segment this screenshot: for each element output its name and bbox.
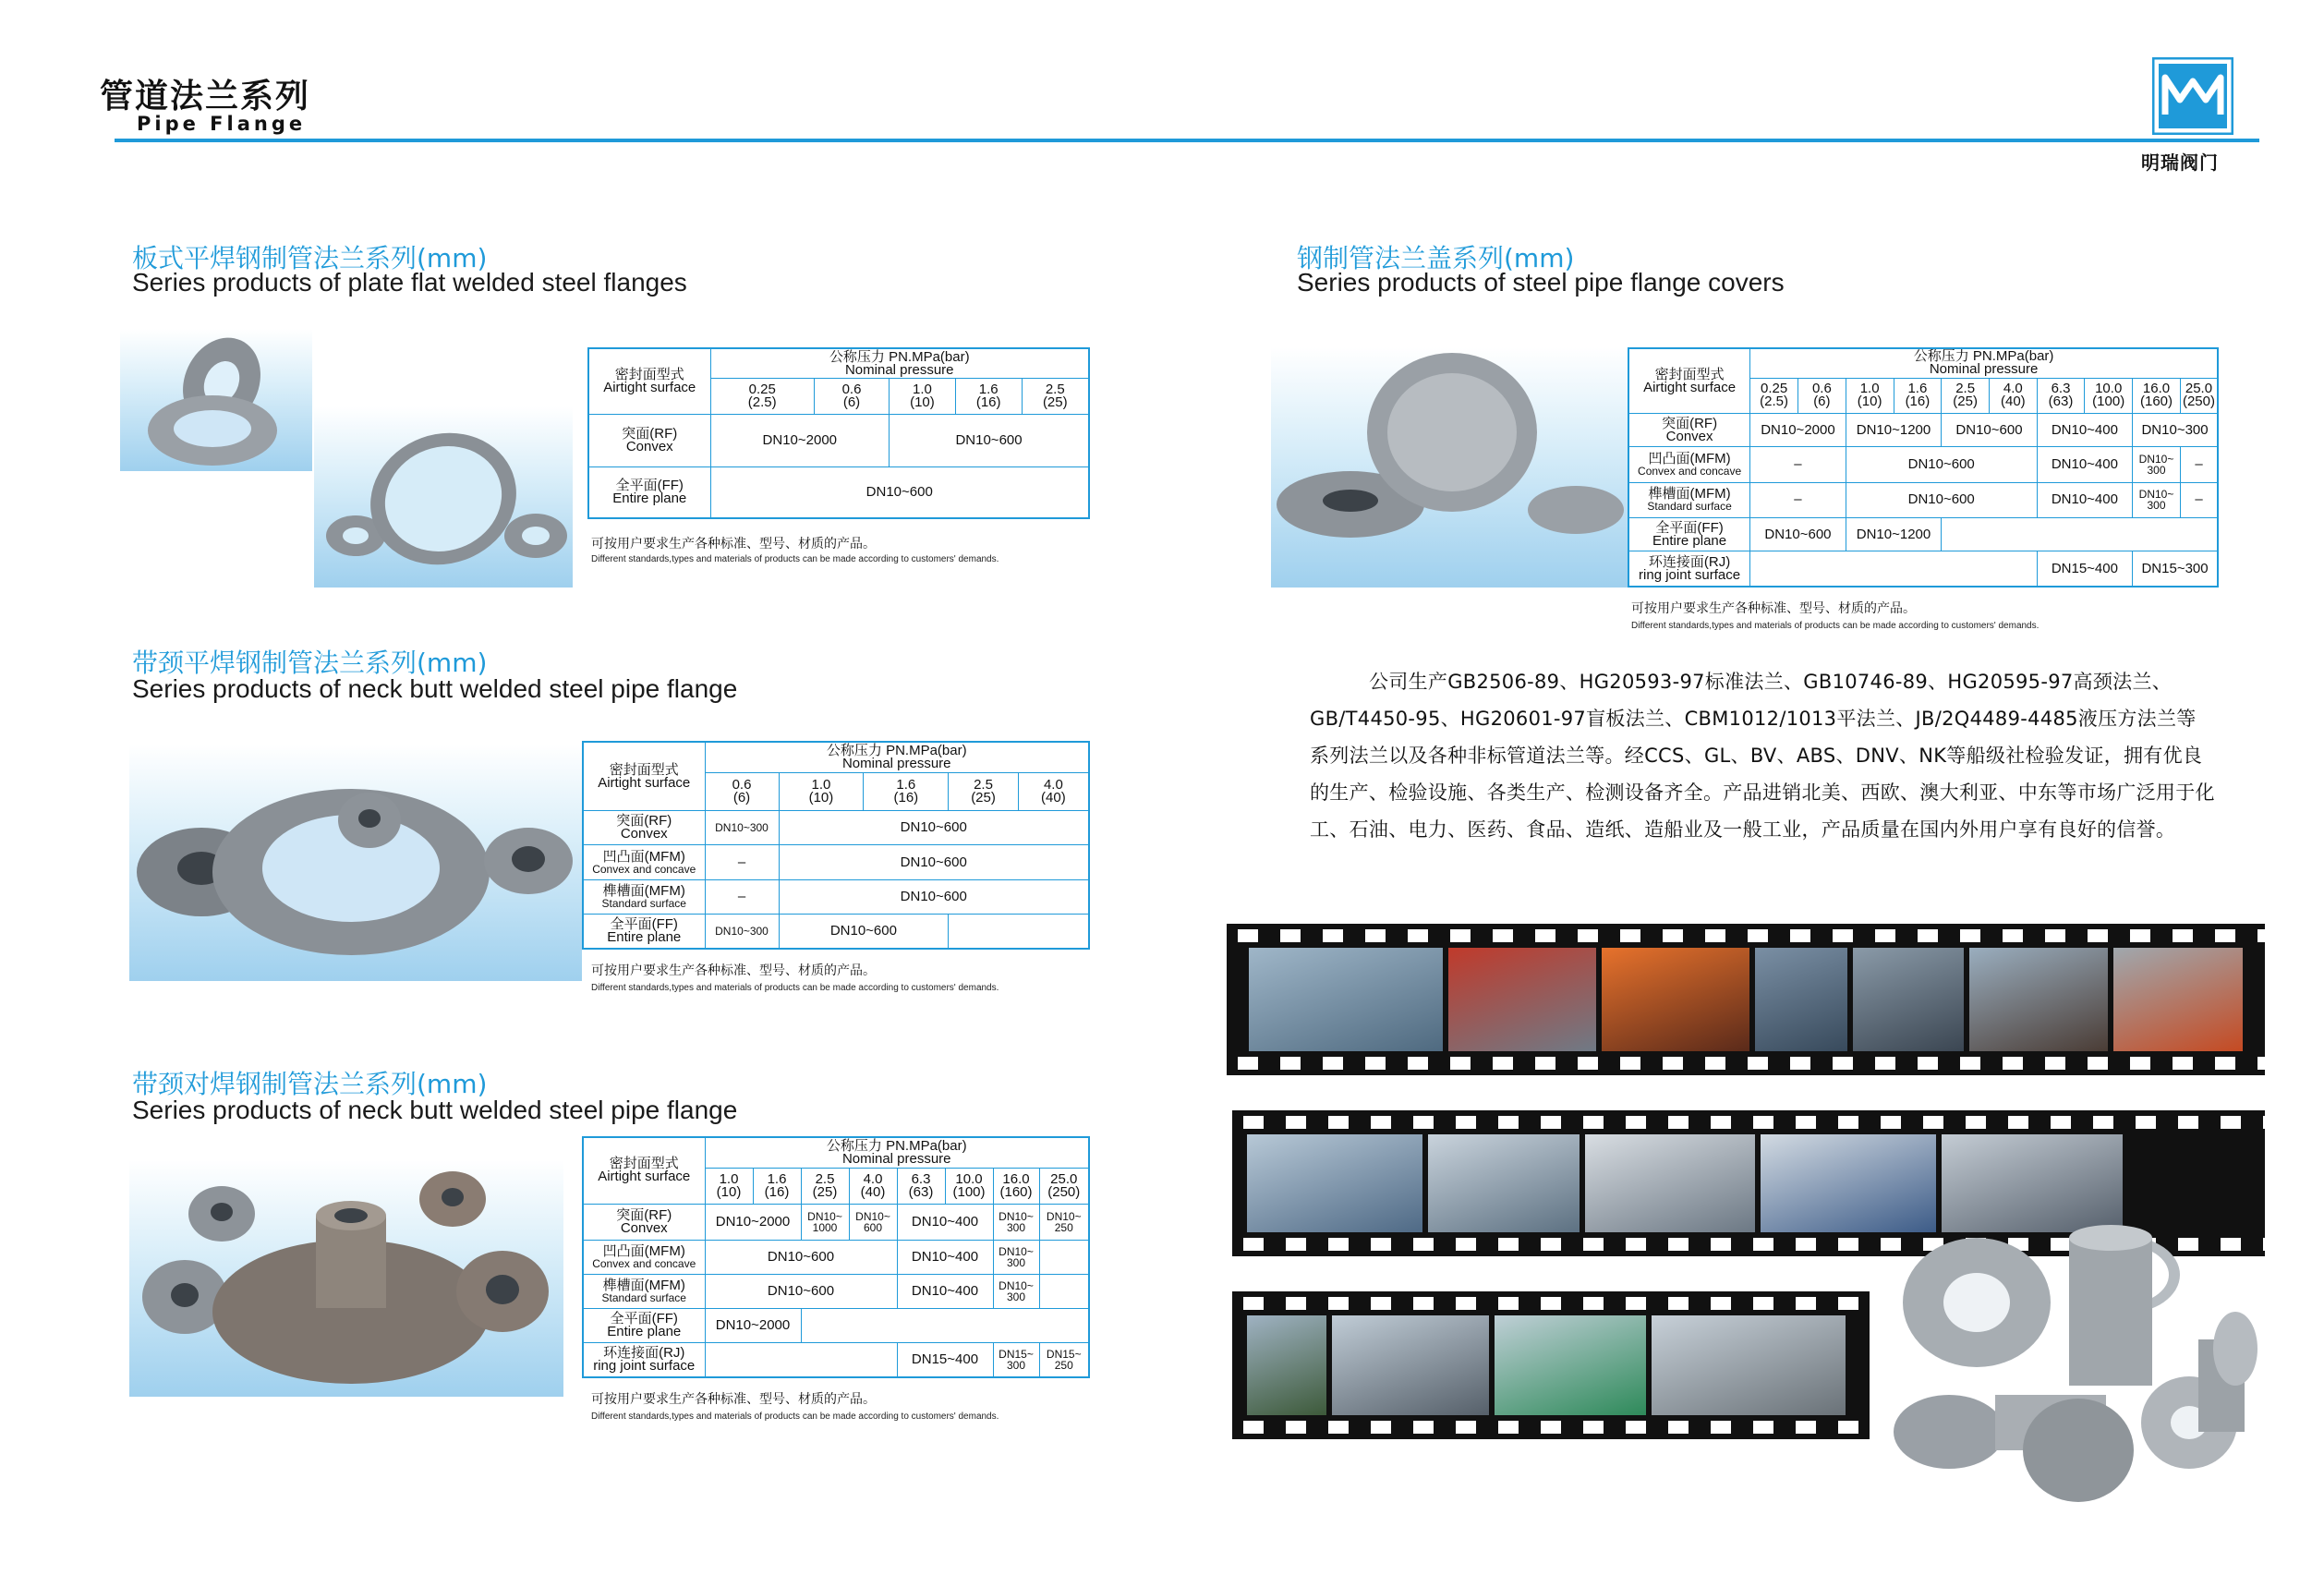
pressure-cell: 10.0 (100) bbox=[2085, 378, 2133, 413]
pressure-cell: 16.0 (160) bbox=[993, 1168, 1039, 1204]
film-holes bbox=[1232, 1297, 1870, 1310]
brand-name: 明瑞阀门 bbox=[2141, 151, 2219, 174]
fittings-collage-icon bbox=[1884, 1210, 2272, 1515]
pressure-cell: 0.6 (6) bbox=[1798, 378, 1846, 413]
pressure-cell: 0.25 (2.5) bbox=[1750, 378, 1798, 413]
table-cell: DN15~ 300 bbox=[993, 1343, 1039, 1377]
plate-flange-photo bbox=[120, 329, 312, 471]
pressure-cell: 1.0 (10) bbox=[779, 772, 864, 810]
table-cell: DN10~2000 bbox=[705, 1309, 801, 1343]
section4-title-en: Series products of steel pipe flange covers bbox=[1297, 268, 1785, 297]
table-cell: DN10~2000 bbox=[1750, 414, 1846, 447]
table-cell: DN10~300 bbox=[2133, 414, 2218, 447]
worker-photo bbox=[1969, 948, 2108, 1051]
header-divider bbox=[115, 139, 2259, 142]
table-cell: DN10~ 1000 bbox=[801, 1204, 849, 1240]
film-holes bbox=[1227, 1057, 2265, 1070]
empty-cell bbox=[801, 1309, 1089, 1343]
table-cell: DN10~ 250 bbox=[1039, 1204, 1089, 1240]
seal-header: 密封面型式 Airtight surface bbox=[588, 348, 710, 415]
row-label-tg: 榫槽面(MFM) Standard surface bbox=[583, 1275, 705, 1309]
furnace-photo bbox=[1602, 948, 1749, 1051]
section4-title-cn: 钢制管法兰盖系列(mm) bbox=[1297, 243, 1575, 273]
pressure-cell: 0.6 (6) bbox=[814, 379, 889, 415]
section2-title-en: Series products of neck butt welded steel pipe flange bbox=[132, 674, 738, 703]
table-cell: DN10~2000 bbox=[710, 415, 890, 467]
row-label-ff: 全平面(FF) Entire plane bbox=[1628, 517, 1750, 551]
page-subtitle: Pipe Flange bbox=[137, 113, 307, 135]
row-label-rf: 突面(RF) Convex bbox=[583, 811, 705, 845]
pressure-cell: 1.6 (16) bbox=[955, 379, 1022, 415]
pressure-cell: 4.0 (40) bbox=[849, 1168, 897, 1204]
note-en: Different standards,types and materials of products can be made according to customers' demands. bbox=[1631, 621, 2040, 631]
table-cell: DN10~600 bbox=[890, 415, 1089, 467]
pressure-header: 公称压力 PN.MPa(bar) Nominal pressure bbox=[705, 1137, 1089, 1168]
row-label-rf: 突面(RF) Convex bbox=[1628, 414, 1750, 447]
table-cell: – bbox=[1750, 447, 1846, 482]
row-label-mfm: 凹凸面(MFM) Convex and concave bbox=[583, 1240, 705, 1274]
note-cn: 可按用户要求生产各种标准、型号、材质的产品。 bbox=[591, 963, 876, 978]
row-label-ff: 全平面(FF) Entire plane bbox=[583, 915, 705, 949]
table-cell: DN10~ 300 bbox=[993, 1240, 1039, 1274]
pressure-cell: 1.0 (10) bbox=[890, 379, 956, 415]
table-cell: DN10~400 bbox=[2037, 447, 2132, 482]
pressure-cell: 6.3 (63) bbox=[897, 1168, 945, 1204]
table-cell: DN10~600 bbox=[705, 1240, 897, 1274]
section1-title-en: Series products of plate flat welded steel flanges bbox=[132, 268, 687, 297]
empty-cell bbox=[1942, 517, 2218, 551]
furnace-photo bbox=[2113, 948, 2243, 1051]
pressure-header: 公称压力 PN.MPa(bar) Nominal pressure bbox=[705, 742, 1089, 772]
row-label-tg: 榫槽面(MFM) Standard surface bbox=[583, 879, 705, 914]
film-holes bbox=[1232, 1421, 1870, 1434]
empty-cell bbox=[1039, 1275, 1089, 1309]
pressure-cell: 1.6 (16) bbox=[1894, 378, 1942, 413]
table-cell: DN10~600 bbox=[1846, 447, 2037, 482]
row-label-mfm: 凹凸面(MFM) Convex and concave bbox=[583, 845, 705, 879]
table-cell: DN10~400 bbox=[2037, 414, 2132, 447]
seal-header: 密封面型式 Airtight surface bbox=[583, 1137, 705, 1204]
workshop-photo bbox=[1428, 1134, 1580, 1232]
pressure-cell: 6.3 (63) bbox=[2037, 378, 2085, 413]
pressure-cell: 0.6 (6) bbox=[705, 772, 779, 810]
table-cell: DN10~600 bbox=[1750, 517, 1846, 551]
table-cell: DN10~ 300 bbox=[2133, 447, 2181, 482]
empty-cell bbox=[1750, 551, 2038, 587]
table-cell: DN15~300 bbox=[2133, 551, 2218, 587]
pressure-cell: 0.25 (2.5) bbox=[710, 379, 814, 415]
pressure-cell: 4.0 (40) bbox=[1018, 772, 1089, 810]
section3-title-cn: 带颈对焊钢制管法兰系列(mm) bbox=[132, 1069, 488, 1099]
table-cell: DN10~400 bbox=[897, 1204, 993, 1240]
table-cell: – bbox=[2180, 482, 2218, 517]
table-cell: DN10~ 300 bbox=[2133, 482, 2181, 517]
table-cell: DN10~600 bbox=[1846, 482, 2037, 517]
note-en: Different standards,types and materials of products can be made according to customers' demands. bbox=[591, 554, 999, 564]
brand-logo-icon bbox=[2152, 57, 2233, 135]
pressure-cell: 25.0 (250) bbox=[1039, 1168, 1089, 1204]
pressure-cell: 16.0 (160) bbox=[2133, 378, 2181, 413]
row-label-tg: 榫槽面(MFM) Standard surface bbox=[1628, 482, 1750, 517]
table-cell: DN10~300 bbox=[705, 811, 779, 845]
table-flange-covers bbox=[1628, 347, 2219, 588]
section1-title-cn: 板式平焊钢制管法兰系列(mm) bbox=[132, 243, 488, 273]
note-en: Different standards,types and materials of products can be made according to customers' demands. bbox=[591, 1411, 999, 1422]
factory-photo bbox=[1755, 948, 1847, 1051]
film-strip-3 bbox=[1232, 1291, 1870, 1439]
note-cn: 可按用户要求生产各种标准、型号、材质的产品。 bbox=[1631, 601, 1916, 616]
table-cell: DN10~1200 bbox=[1846, 517, 1942, 551]
plate-flange-photo-2 bbox=[314, 406, 573, 588]
section3-title-en: Series products of neck butt welded steel pipe flange bbox=[132, 1096, 738, 1124]
table-neck-butt-welded bbox=[582, 1136, 1090, 1378]
flange-cover-photo bbox=[1271, 347, 1628, 588]
empty-cell bbox=[705, 1343, 897, 1377]
pressure-cell: 1.6 (16) bbox=[753, 1168, 801, 1204]
table-cell: – bbox=[705, 879, 779, 914]
table-cell: DN10~400 bbox=[897, 1275, 993, 1309]
pressure-cell: 2.5 (25) bbox=[1942, 378, 1990, 413]
warehouse-photo bbox=[1652, 1315, 1846, 1415]
section2-title-cn: 带颈平焊钢制管法兰系列(mm) bbox=[132, 648, 488, 678]
table-cell: DN10~600 bbox=[779, 845, 1089, 879]
table-cell: DN10~600 bbox=[1942, 414, 2037, 447]
seal-header: 密封面型式 Airtight surface bbox=[1628, 348, 1750, 414]
table-cell: DN15~ 250 bbox=[1039, 1343, 1089, 1377]
page-title: 管道法兰系列 bbox=[100, 78, 311, 115]
table-cell: DN10~400 bbox=[897, 1240, 993, 1274]
pressure-cell: 1.0 (10) bbox=[705, 1168, 753, 1204]
table-cell: DN10~ 600 bbox=[849, 1204, 897, 1240]
pressure-cell: 2.5 (25) bbox=[949, 772, 1019, 810]
film-holes bbox=[1227, 929, 2265, 942]
table-cell: DN15~400 bbox=[897, 1343, 993, 1377]
pressure-cell: 1.0 (10) bbox=[1846, 378, 1894, 413]
table-cell: DN10~300 bbox=[705, 915, 779, 949]
table-cell: DN10~600 bbox=[779, 915, 949, 949]
table-cell: DN10~600 bbox=[705, 1275, 897, 1309]
neck-butt-flange-photo bbox=[129, 1160, 563, 1397]
row-label-rf: 突面(RF) Convex bbox=[588, 415, 710, 467]
workshop-photo bbox=[1247, 1134, 1422, 1232]
machining-photo bbox=[1585, 1134, 1755, 1232]
flange-stack-photo bbox=[1332, 1315, 1489, 1415]
table-cell: – bbox=[2180, 447, 2218, 482]
row-label-rj: 环连接面(RJ) ring joint surface bbox=[1628, 551, 1750, 587]
table-plate-flat-welded bbox=[587, 347, 1090, 519]
table-cell: DN10~600 bbox=[779, 879, 1089, 914]
factory-photo bbox=[1249, 948, 1443, 1051]
table-cell: – bbox=[705, 845, 779, 879]
seal-header: 密封面型式 Airtight surface bbox=[583, 742, 705, 811]
pressure-cell: 2.5 (25) bbox=[801, 1168, 849, 1204]
pressure-cell: 2.5 (25) bbox=[1022, 379, 1089, 415]
table-cell: DN10~600 bbox=[779, 811, 1089, 845]
factory-photo bbox=[1448, 948, 1596, 1051]
pressure-cell: 25.0 (250) bbox=[2180, 378, 2218, 413]
row-label-mfm: 凹凸面(MFM) Convex and concave bbox=[1628, 447, 1750, 482]
pressure-cell: 10.0 (100) bbox=[945, 1168, 993, 1204]
table-cell: DN10~400 bbox=[2037, 482, 2132, 517]
table-cell: DN15~400 bbox=[2037, 551, 2132, 587]
table-neck-flat-welded bbox=[582, 741, 1090, 950]
neck-flat-flange-photo bbox=[129, 745, 582, 981]
row-label-rj: 环连接面(RJ) ring joint surface bbox=[583, 1343, 705, 1377]
machine-photo bbox=[1495, 1315, 1646, 1415]
row-label-rf: 突面(RF) Convex bbox=[583, 1204, 705, 1240]
table-cell: DN10~ 300 bbox=[993, 1204, 1039, 1240]
factory-photo bbox=[1853, 948, 1964, 1051]
note-cn: 可按用户要求生产各种标准、型号、材质的产品。 bbox=[591, 537, 876, 551]
note-cn: 可按用户要求生产各种标准、型号、材质的产品。 bbox=[591, 1392, 876, 1407]
table-cell: DN10~1200 bbox=[1846, 414, 1942, 447]
row-label-ff: 全平面(FF) Entire plane bbox=[588, 467, 710, 518]
empty-cell bbox=[949, 915, 1089, 949]
table-cell: DN10~600 bbox=[710, 467, 1089, 518]
film-holes bbox=[1232, 1116, 2265, 1129]
pressure-header: 公称压力 PN.MPa(bar) Nominal pressure bbox=[1750, 348, 2218, 378]
empty-cell bbox=[1039, 1240, 1089, 1274]
pressure-header: 公称压力 PN.MPa(bar) Nominal pressure bbox=[710, 348, 1089, 379]
company-description: 公司生产GB2506-89、HG20593-97标准法兰、GB10746-89、HG20595-97高颈法兰、GB/T4450-95、HG20601-97盲板法兰、CBM1012/1013平法兰、JB/2Q4489-4485液压方法兰等系列法兰以及各种非标管道法兰等。经CCS、GL、BV、ABS、DNV、NK等船级社检验发证，拥有优良的生产、检验设施、各类生产、检测设备齐全。产品进销北美、西欧、澳大利亚、中东等市场广泛用于化工、石油、电力、医药、食品、造纸、造船业及一般工业，产品质量在国内外用户享有良好的信誉。 bbox=[1310, 671, 2215, 841]
table-cell: – bbox=[1750, 482, 1846, 517]
film-strip-1 bbox=[1227, 924, 2265, 1075]
pressure-cell: 1.6 (16) bbox=[864, 772, 949, 810]
workshop-photo bbox=[1247, 1315, 1326, 1415]
note-en: Different standards,types and materials of products can be made according to customers' demands. bbox=[591, 983, 999, 993]
pressure-cell: 4.0 (40) bbox=[1989, 378, 2037, 413]
row-label-ff: 全平面(FF) Entire plane bbox=[583, 1309, 705, 1343]
table-cell: DN10~2000 bbox=[705, 1204, 801, 1240]
table-cell: DN10~ 300 bbox=[993, 1275, 1039, 1309]
